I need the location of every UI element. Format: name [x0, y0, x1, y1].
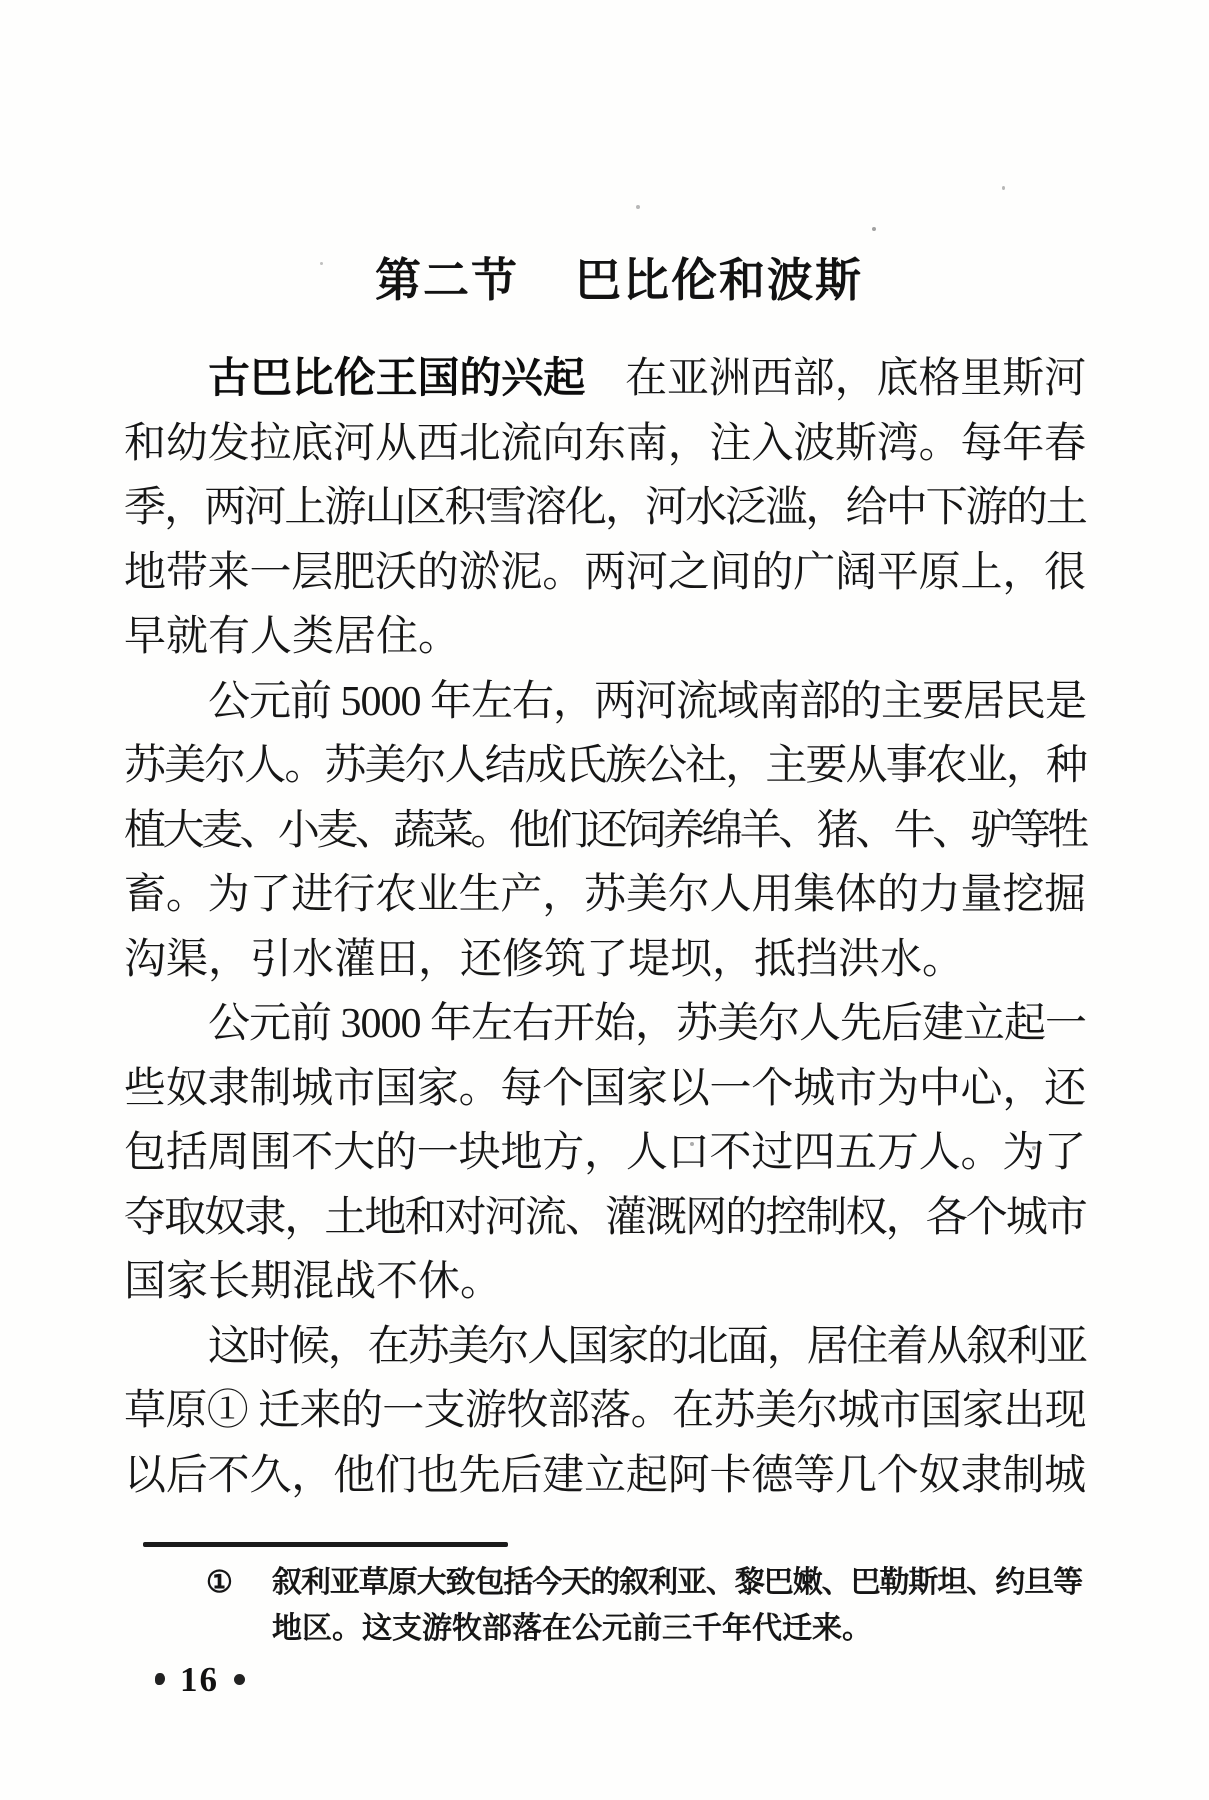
body-line: 包括周围不大的一块地方，人口不过四五万人。为了 [124, 1130, 1086, 1176]
body-text [124, 347, 1086, 1508]
body-line: 植大麦、小麦、蔬菜。他们还饲养绵羊、猪、牛、驴等牲 [124, 807, 1086, 854]
footnote-text [272, 1560, 1087, 1652]
body-line: 地带来一层肥沃的淤泥。两河之间的广阔平原上，很 [124, 549, 1086, 596]
footnote-line: 叙利亚草原大致包括今天的叙利亚、黎巴嫩、巴勒斯坦、约旦等 [272, 1566, 1082, 1599]
body-line: 畜。为了进行农业生产，苏美尔人用集体的力量挖掘 [124, 872, 1086, 918]
body-line: 草原① 迁来的一支游牧部落。在苏美尔城市国家出现 [124, 1388, 1086, 1434]
body-line: 些奴隶制城市国家。每个国家以一个城市为中心，还 [124, 1065, 1086, 1112]
body-line: 季，两河上游山区积雪溶化，河水泛滥，给中下游的土 [124, 485, 1086, 531]
page-footer [155, 1660, 245, 1698]
scan-speck [320, 262, 323, 265]
section-subject: 巴比伦和波斯 [575, 255, 863, 306]
body-line: 和幼发拉底河从西北流向东南，注入波斯湾。每年春 [124, 420, 1086, 467]
scan-speck [1002, 186, 1005, 190]
page-number: 16 [180, 1659, 219, 1699]
body-line: 以后不久，他们也先后建立起阿卡德等几个奴隶制城 [124, 1452, 1086, 1499]
footnote-line: 地区。这支游牧部落在公元前三千年代迁来。 [272, 1612, 872, 1645]
body-line: 苏美尔人。苏美尔人结成氏族公社，主要从事农业，种 [124, 743, 1086, 789]
paragraph-lead: 古巴比伦王国的兴起 [208, 356, 586, 402]
scan-speck [872, 227, 876, 231]
footer-left-dot-icon [155, 1673, 165, 1685]
section-number: 第二节 [375, 255, 519, 306]
body-line [124, 347, 1086, 412]
body-line: 公元前 3000 年左右开始，苏美尔人先后建立起一 [208, 1001, 1086, 1047]
footnote-marker: ① [206, 1566, 233, 1599]
scan-speck [690, 1142, 694, 1146]
body-line: 公元前 5000 年左右，两河流域南部的主要居民是 [208, 678, 1086, 725]
body-line: 沟渠，引水灌田，还修筑了堤坝，抵挡洪水。 [124, 936, 965, 983]
body-line-text: 在亚洲西部，底格里斯河 [625, 356, 1086, 402]
body-line: 国家长期混战不休。 [124, 1259, 503, 1305]
body-line: 夺取奴隶，土地和对河流、灌溉网的控制权，各个城市 [124, 1194, 1086, 1241]
body-line: 早就有人类居住。 [124, 614, 461, 660]
scan-speck [1032, 1146, 1036, 1150]
footnote-divider [143, 1542, 508, 1547]
section-title [375, 244, 863, 304]
scan-speck [636, 205, 640, 209]
footer-right-dot-icon [234, 1674, 245, 1685]
body-line: 这时候，在苏美尔人国家的北面，居住着从叙利亚 [208, 1323, 1086, 1370]
scan-speck [758, 1347, 762, 1351]
